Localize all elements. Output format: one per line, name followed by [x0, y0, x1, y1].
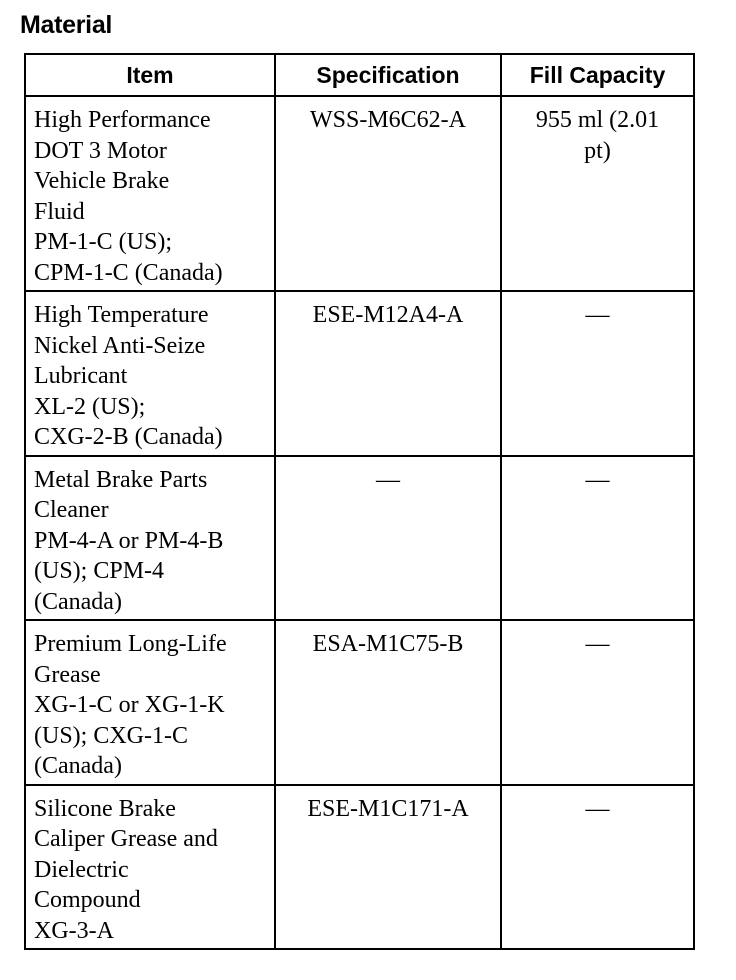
- fill-capacity-cell: [501, 785, 694, 950]
- fill-capacity-cell: [501, 620, 694, 785]
- table-row: [25, 620, 694, 785]
- item-cell: [25, 620, 275, 785]
- item-cell: [25, 96, 275, 291]
- item-line: PM-1-C (US);: [34, 229, 173, 255]
- item-line: XG-3-A: [34, 917, 114, 944]
- item-line: Vehicle Brake: [34, 168, 170, 194]
- item-line: Grease: [34, 661, 101, 688]
- table-row: [25, 96, 694, 291]
- fill-capacity-cell: [501, 291, 694, 456]
- fill-capacity-line: 955 ml (2.01: [535, 107, 660, 133]
- table-row: [25, 785, 694, 950]
- specification-cell: ESA-M1C75-B: [275, 620, 501, 785]
- item-cell: [25, 291, 275, 456]
- item-line: (Canada): [34, 588, 122, 615]
- item-line: Nickel Anti-Seize: [34, 332, 206, 359]
- item-line: Dielectric: [34, 856, 129, 883]
- item-line: DOT 3 Motor: [34, 137, 167, 164]
- table-row: [25, 456, 694, 621]
- materials-table: [24, 53, 695, 950]
- item-line: XG-1-C or XG-1-K: [34, 692, 225, 718]
- item-line: High Performance: [34, 107, 211, 133]
- item-line: Caliper Grease and: [34, 826, 218, 852]
- fill-capacity-line: pt): [584, 137, 611, 164]
- item-line: PM-4-A or PM-4-B: [34, 527, 224, 554]
- item-line: CXG-2-B (Canada): [34, 424, 223, 450]
- item-line: Fluid: [34, 198, 85, 225]
- item-line: Lubricant: [34, 363, 128, 389]
- specification-cell: ESE-M1C171-A: [275, 785, 501, 950]
- specification-cell: WSS-M6C62-A: [275, 96, 501, 291]
- specification-cell: —: [275, 456, 501, 621]
- fill-capacity-line: —: [585, 302, 610, 328]
- item-line: XL-2 (US);: [34, 393, 146, 420]
- fill-capacity-cell: [501, 456, 694, 621]
- item-line: Metal Brake Parts: [34, 466, 208, 493]
- item-line: Silicone Brake: [34, 795, 176, 822]
- item-line: CPM-1-C (Canada): [34, 259, 223, 286]
- header-item: Item: [25, 54, 275, 96]
- section-title: Material: [20, 11, 113, 39]
- header-fill-capacity: Fill Capacity: [501, 54, 694, 96]
- item-line: Cleaner: [34, 497, 109, 523]
- table-row: [25, 291, 694, 456]
- item-cell: [25, 456, 275, 621]
- fill-capacity-line: —: [585, 795, 610, 822]
- item-cell: [25, 785, 275, 950]
- item-line: Premium Long-Life: [34, 631, 227, 657]
- header-specification: Specification: [275, 54, 501, 96]
- specification-cell: ESE-M12A4-A: [275, 291, 501, 456]
- table-header-row: [25, 54, 694, 96]
- item-line: Compound: [34, 887, 141, 913]
- fill-capacity-cell: [501, 96, 694, 291]
- item-line: (Canada): [34, 753, 122, 779]
- item-line: High Temperature: [34, 302, 209, 328]
- item-line: (US); CXG-1-C: [34, 722, 188, 749]
- item-line: (US); CPM-4: [34, 558, 165, 584]
- fill-capacity-line: —: [585, 466, 610, 493]
- fill-capacity-line: —: [585, 631, 610, 657]
